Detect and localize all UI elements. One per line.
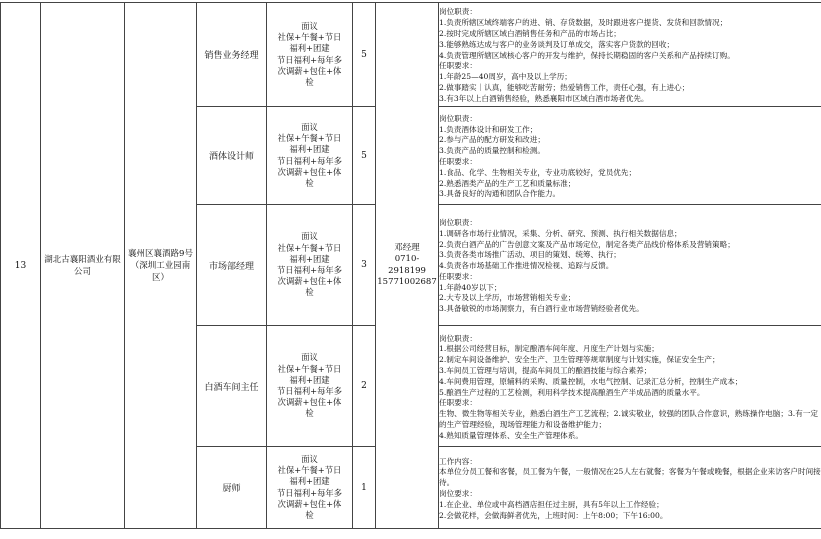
- benefit-line: 次调薪+包住+体: [277, 166, 342, 177]
- description-line: 2.参与产品的配方研发和改进；: [439, 135, 545, 145]
- description-line: 岗位要求：: [439, 489, 477, 498]
- position-title: 市场部经理: [197, 205, 267, 326]
- benefits-cell: [267, 107, 353, 205]
- position-title: 白酒车间主任: [197, 326, 267, 447]
- benefit-line: 面议: [301, 352, 318, 363]
- description-line: 2.熟悉酒类产品的生产工艺和质量标准；: [439, 178, 576, 188]
- description-line: 1.年龄40岁以下；: [439, 282, 502, 292]
- headcount: 5: [353, 3, 376, 107]
- benefit-line: 社保+午餐+节日: [277, 465, 342, 476]
- company-address: 襄州区襄酒路9号（深圳工业园南区）: [125, 3, 197, 529]
- benefit-line: 检: [305, 408, 314, 419]
- benefit-line: 节日福利+每年多: [276, 54, 343, 65]
- benefit-line: 面议: [301, 121, 318, 132]
- description-line: 4.负责管理所辖区域核心客户的开发与维护，保持长期稳固的客户关系和产品持续订购。: [439, 50, 735, 60]
- description-line: 3.能够熟练达成与客户的业务谈判及订单成交，落实客户货款的回收；: [439, 39, 675, 49]
- benefit-line: 检: [305, 76, 314, 87]
- benefit-line: 面议: [301, 453, 318, 464]
- table-row: [1, 3, 821, 107]
- company-name: 湖北古襄阳酒业有限公司: [41, 3, 125, 529]
- description-line: 2.会做花样，会做海鲜者优先，上班时间：上午8:00；下午16:00。: [439, 510, 668, 520]
- description-line: 岗位职责：: [439, 217, 477, 227]
- contact-phone-2: 15771002687: [377, 277, 437, 287]
- description-line: 3.负责产品的质量控制和检测。: [439, 146, 545, 156]
- description-line: 4.车间费用管理，原辅料的采购、质量控制，水电气控制、记录汇总分析，控制生产成本；: [439, 376, 743, 386]
- benefit-line: 福利+团建: [289, 144, 330, 155]
- benefit-line: 福利+团建: [289, 43, 330, 54]
- description-line: 3.有3年以上白酒销售经验，熟悉襄阳市区域白酒市场者优先。: [439, 93, 649, 103]
- position-title: 销售业务经理: [197, 3, 267, 107]
- description-line: 任职要求：: [439, 157, 477, 166]
- description-line: 生物、微生物等相关专业，熟悉白酒生产工艺流程；2.诚实敬业，较强的团队合作意识，熟练操作电脑；3.有一定的生产管理经验，现场管理能力和设备维护能力；: [439, 409, 818, 429]
- benefit-line: 面议: [301, 231, 318, 242]
- description-line: 任职要求：: [439, 61, 477, 71]
- benefits-cell: [267, 205, 353, 326]
- benefit-line: 次调薪+包住+体: [277, 498, 342, 509]
- description-line: 任职要求：: [439, 271, 477, 281]
- description-line: 2.负责白酒产品的广告创意文案及产品市场定位，制定各类产品线价格体系及营销策略；: [439, 239, 735, 249]
- benefit-line: 节日福利+每年多: [276, 487, 343, 498]
- benefit-line: 社保+午餐+节日: [277, 133, 342, 144]
- benefit-line: 面议: [301, 20, 318, 31]
- description-line: 1.在企业、单位或中高档酒店担任过主厨，具有5年以上工作经验；: [439, 499, 664, 509]
- description-line: 4.负责各市场基础工作推进情况检视、追踪与反馈。: [439, 261, 614, 271]
- description-line: 1.调研各市场行业情况，采集、分析、研究、预测、执行相关数据信息；: [439, 228, 682, 238]
- row-index: 13: [1, 3, 41, 529]
- description-line: 1.负责酒体设计和研发工作；: [439, 124, 538, 134]
- benefit-line: 节日福利+每年多: [276, 265, 343, 275]
- description-line: 本单位分员工餐和客餐，员工餐为午餐，一般情况在25人左右就餐；客餐为午餐或晚餐，根据企业来访客户时间接待。: [439, 467, 821, 488]
- headcount: 2: [353, 326, 376, 447]
- benefit-line: 社保+午餐+节日: [277, 363, 342, 374]
- description-line: 4.熟知质量管理体系、安全生产管理体系。: [439, 430, 583, 440]
- benefit-line: 节日福利+每年多: [276, 386, 343, 396]
- description-line: 2.大专及以上学历，市场营销相关专业；: [439, 293, 576, 303]
- description-line: 1.年龄25—40周岁，高中及以上学历；: [439, 72, 572, 82]
- benefit-line: 节日福利+每年多: [276, 155, 343, 166]
- benefit-line: 次调薪+包住+体: [277, 65, 342, 76]
- contact-name: 邓经理: [394, 242, 420, 253]
- description-line: 工作内容：: [439, 456, 477, 466]
- benefit-line: 福利+团建: [289, 253, 330, 264]
- benefit-line: 检: [305, 287, 314, 298]
- description-line: 1.根据公司经营目标，制定酿酒车间年度、月度生产计划与实施；: [439, 344, 659, 354]
- description-line: 任职要求：: [439, 398, 477, 408]
- description-line: 2.制定车间设备维护、安全生产、卫生管理等规章制度与计划实施，保证安全生产；: [439, 355, 720, 365]
- headcount: 1: [353, 447, 376, 529]
- position-title: 酒体设计师: [197, 107, 267, 205]
- description-line: 5.酿酒生产过程的工艺检测，利用科学技术提高酿酒生产半成品酒的质量水平。: [439, 387, 705, 397]
- job-listing-table: [0, 2, 821, 529]
- benefit-line: 社保+午餐+节日: [277, 32, 342, 43]
- benefit-line: 检: [305, 177, 314, 188]
- job-description: [439, 107, 821, 205]
- headcount: 3: [353, 205, 376, 326]
- headcount: 5: [353, 107, 376, 205]
- contact-phone-1: 0710-2918199: [388, 254, 426, 276]
- job-description: [439, 205, 821, 326]
- benefit-line: 检: [305, 509, 314, 520]
- position-title: 厨师: [197, 447, 267, 529]
- description-line: 3.车间员工管理与培训，提高车间员工的酿酒技能与综合素养；: [439, 365, 652, 375]
- description-line: 岗位职责：: [439, 7, 477, 17]
- description-line: 1.食品、化学、生物相关专业，专业功底较好，党员优先；: [439, 167, 637, 177]
- description-line: 3.负责各类市场推广活动、项目的策划、统筹、执行；: [439, 250, 621, 260]
- description-line: 3.具备良好的沟通和团队合作能力。: [439, 189, 561, 199]
- benefits-cell: [267, 447, 353, 529]
- description-line: 岗位职责：: [439, 113, 477, 123]
- job-description: [439, 326, 821, 447]
- description-line: 2.按时完成所辖区域白酒销售任务和产品的市场占比；: [439, 29, 621, 38]
- job-description: [439, 3, 821, 107]
- benefit-line: 福利+团建: [289, 476, 330, 487]
- benefit-line: 社保+午餐+节日: [277, 242, 342, 253]
- benefit-line: 次调薪+包住+体: [277, 276, 342, 287]
- job-description: [439, 447, 821, 529]
- contact-info: [376, 3, 439, 529]
- description-line: 1.负责所辖区域终端客户的进、销、存货数据，及时跟进客户提货、发货和回款情况；: [439, 18, 728, 28]
- description-line: 岗位职责：: [439, 333, 477, 343]
- description-line: 3.具备敏锐的市场洞察力，有白酒行业市场营销经验者优先。: [439, 304, 644, 314]
- benefit-line: 福利+团建: [289, 374, 330, 385]
- benefits-cell: [267, 326, 353, 447]
- benefit-line: 次调薪+包住+体: [277, 397, 342, 408]
- description-line: 2.做事踏实｜认真，能够吃苦耐劳；热爱销售工作，责任心强，有上进心；: [439, 82, 690, 92]
- benefits-cell: [267, 3, 353, 107]
